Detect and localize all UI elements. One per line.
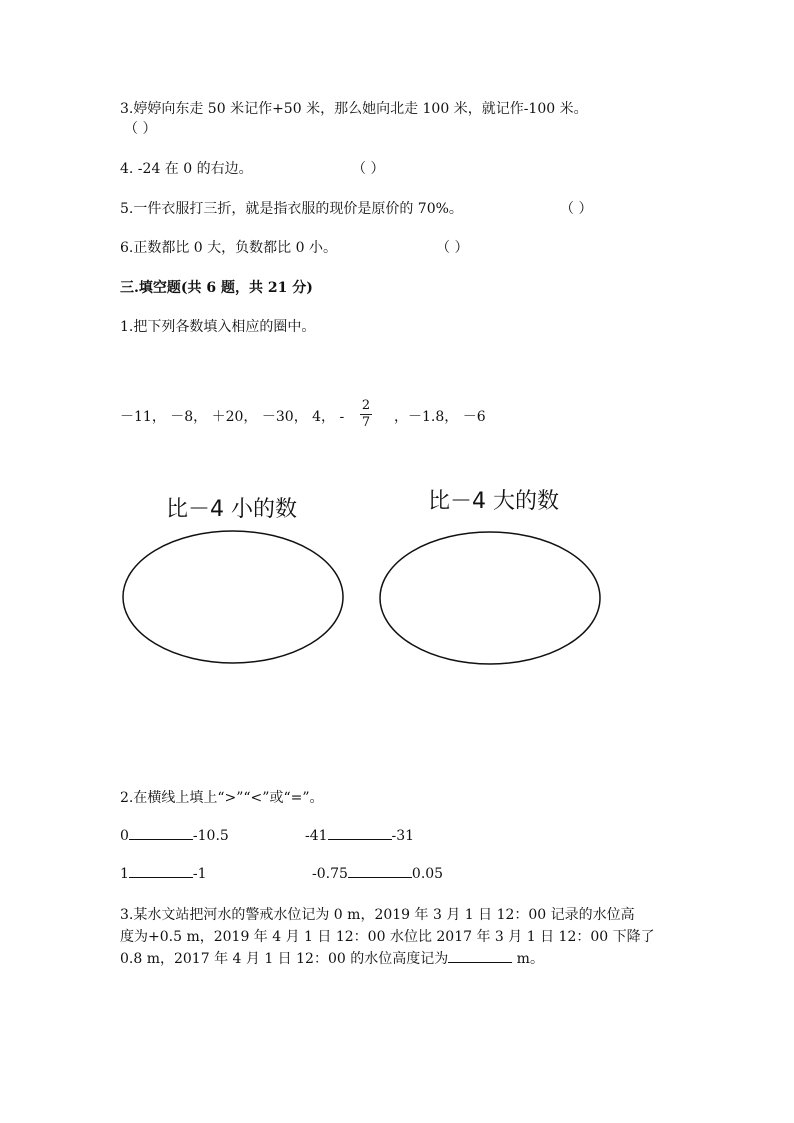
question-5-text: 5.一件衣服打三折，就是指衣服的现价是原价的 70%。	[120, 201, 463, 217]
oval-greater-than[interactable]	[380, 532, 600, 664]
compare-4-left-value: -0.75	[312, 866, 348, 882]
fraction-numerator: 2	[361, 398, 371, 413]
compare-3-blank[interactable]	[129, 877, 193, 878]
question-4-text: 4. -24 在 0 的右边。	[120, 161, 253, 177]
compare-1-right-value: -10.5	[192, 828, 229, 844]
answer-paren-3[interactable]: （ ）	[124, 121, 157, 137]
section-heading: 三.填空题(共 6 题，共 21 分)	[120, 280, 313, 296]
compare-2-left-value: -41	[305, 828, 328, 844]
answer-paren-6[interactable]: （ ）	[436, 240, 469, 256]
compare-row-1-right	[305, 828, 414, 844]
fraction-denominator: 7	[361, 415, 371, 430]
compare-3-right-value: -1	[192, 866, 207, 882]
compare-row-1-left	[120, 828, 229, 844]
compare-row-2-left	[120, 866, 207, 882]
compare-2-right-value: -31	[391, 828, 415, 844]
compare-4-right-value: 0.05	[411, 866, 444, 882]
fill-question-1-prompt: 1.把下列各数填入相应的圈中。	[120, 319, 316, 335]
compare-2-blank[interactable]	[328, 839, 392, 840]
number-list-part1: －11， －8， ＋20， －30， 4， -	[120, 409, 345, 425]
fill-question-2-prompt: 2.在横线上填上“>”“<”或“=”。	[120, 790, 324, 806]
fill-question-3-unit: m。	[516, 951, 544, 967]
fill-question-3-line2: 度为+0.5 m，2019 年 4 月 1 日 12：00 水位比 2017 年 3 月 1 日 12：00 下降了	[120, 929, 655, 945]
answer-paren-4[interactable]: （ ）	[352, 161, 385, 177]
question-3-text: 3.婷婷向东走 50 米记作+50 米，那么她向北走 100 米，就记作-100 米。	[120, 101, 588, 117]
compare-4-blank[interactable]	[348, 877, 412, 878]
water-level-blank[interactable]	[448, 962, 512, 963]
fill-question-3-line3	[120, 948, 544, 968]
circle-right-label: 比－4 大的数	[428, 489, 559, 514]
compare-3-left-value: 1	[120, 866, 129, 882]
circle-left-label: 比－4 小的数	[166, 497, 297, 522]
compare-row-2-right	[312, 866, 443, 882]
fill-question-3-line3-text: 0.8 m，2017 年 4 月 1 日 12：00 的水位高度记为	[120, 951, 449, 967]
compare-1-blank[interactable]	[129, 839, 193, 840]
fill-question-3-line1: 3.某水文站把河水的警戒水位记为 0 m，2019 年 3 月 1 日 12：00 记录的水位高	[120, 907, 635, 923]
question-6-text: 6.正数都比 0 大，负数都比 0 小。	[120, 240, 337, 256]
compare-1-left-value: 0	[120, 828, 129, 844]
answer-paren-5[interactable]: （ ）	[560, 201, 593, 217]
number-list-part2: ，－1.8， －6	[394, 409, 486, 425]
oval-less-than[interactable]	[123, 531, 343, 663]
